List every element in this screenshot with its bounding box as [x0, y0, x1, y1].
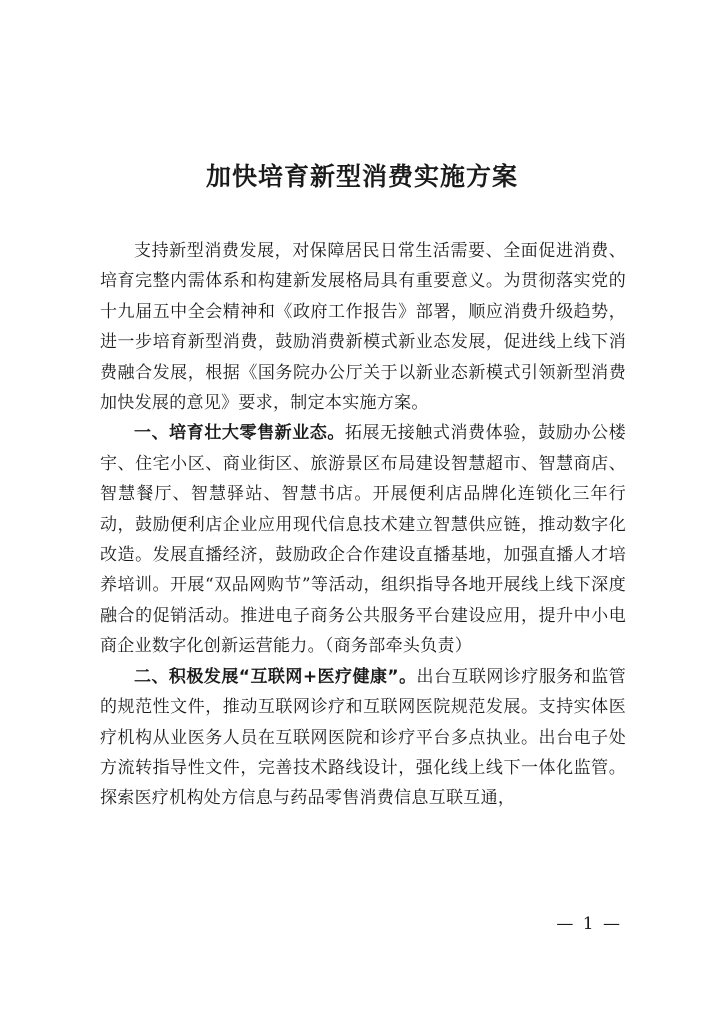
- section-paragraph-1: [100, 418, 626, 661]
- document-title: 加快培育新型消费实施方案: [205, 162, 518, 191]
- section-body-2: 出台互联网诊疗服务和监管的规范性文件，推动互联网诊疗和互联网医院规范发展。支持实体医疗机构从业医务人员在互联网医院和诊疗平台多点执业。出台电子处方流转指导性文件，完善技术路线设计，强化线上线下一体化监管。探索医疗机构处方信息与药品零售消费信息互联互通，: [100, 666, 626, 809]
- section-paragraph-2: [100, 662, 626, 814]
- section-heading-1: 一、培育壮大零售新业态。: [134, 423, 345, 444]
- section-heading-2: 二、积极发展“互联网+医疗健康”。: [134, 666, 417, 687]
- section-body-1: 拓展无接触式消费体验，鼓励办公楼宇、住宅小区、商业街区、旅游景区布局建设智慧超市、智慧商店、智慧餐厅、智慧驿站、智慧书店。开展便利店品牌化连锁化三年行动，鼓励便利店企业应用现代信息技术建立智慧供应链，推动数字化改造。发展直播经济，鼓励政企合作建设直播基地，加强直播人才培养培训。开展“双品网购节”等活动，组织指导各地开展线上线下深度融合的促销活动。推进电子商务公共服务平台建设应用，提升中小电商企业数字化创新运营能力。（商务部牵头负责）: [100, 423, 626, 657]
- page-number: — 1 —: [556, 914, 622, 934]
- intro-paragraph: 支持新型消费发展，对保障居民日常生活需要、全面促进消费、培育完整内需体系和构建新发展格局具有重要意义。为贯彻落实党的十九届五中全会精神和《政府工作报告》部署，顺应消费升级趋势，进一步培育新型消费，鼓励消费新模式新业态发展，促进线上线下消费融合发展，根据《国务院办公厅关于以新业态新模式引领新型消费加快发展的意见》要求，制定本实施方案。: [100, 241, 626, 414]
- document-body: [100, 236, 626, 814]
